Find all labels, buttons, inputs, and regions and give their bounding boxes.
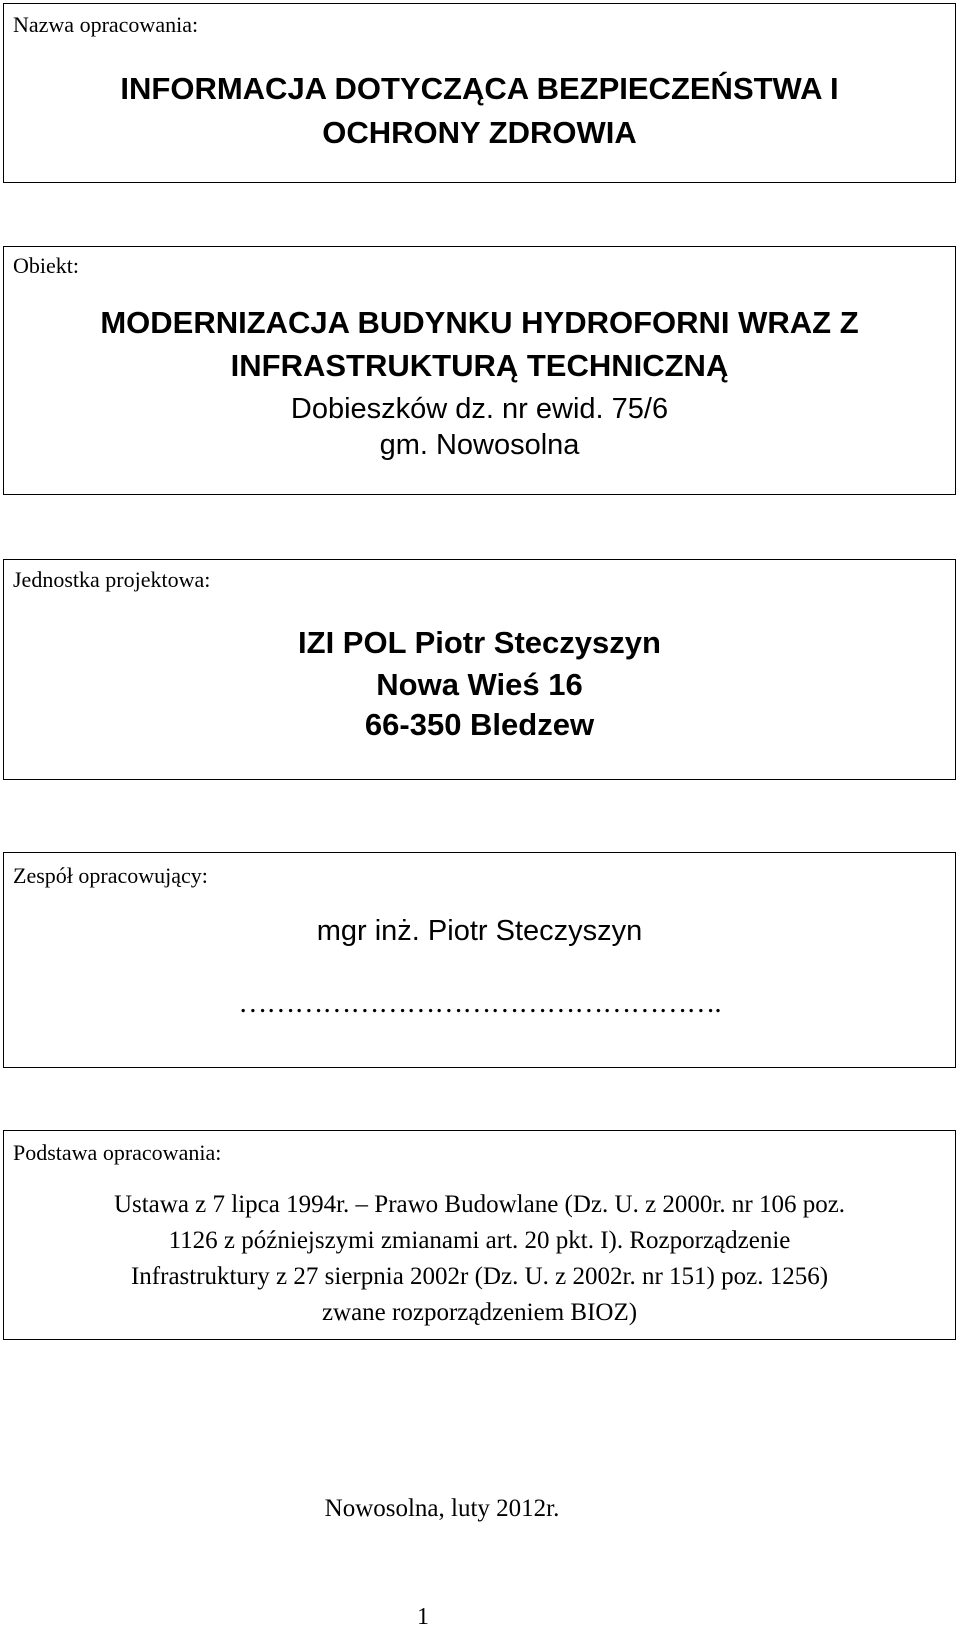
design-unit-street: Nowa Wieś 16 [376,667,583,702]
place-and-date: Nowosolna, luty 2012r. [324,1495,560,1522]
document-title-line-1: INFORMACJA DOTYCZĄCA BEZPIECZEŃSTWA I [120,71,839,106]
team-section [3,852,956,1068]
basis-text-line-2: 1126 z późniejszymi zmianami art. 20 pkt. I). Rozporządzenie [168,1227,791,1254]
signature-line: ……………………………………………. [238,987,721,1019]
object-location-line-2: gm. Nowosolna [379,429,580,461]
basis-text-line-1: Ustawa z 7 lipca 1994r. – Prawo Budowlane (Dz. U. z 2000r. nr 106 poz. [113,1191,846,1218]
design-unit-section-label: Jednostka projektowa: [13,567,211,592]
object-location-line-1: Dobieszków dz. nr ewid. 75/6 [290,393,669,425]
object-name-line-2: INFRASTRUKTURĄ TECHNICZNĄ [230,348,729,383]
page-number: 1 [417,1604,429,1630]
basis-text-line-4: zwane rozporządzeniem BIOZ) [321,1299,638,1326]
basis-section [3,1130,956,1340]
object-name-line-1: MODERNIZACJA BUDYNKU HYDROFORNI WRAZ Z [100,305,859,340]
basis-section-label: Podstawa opracowania: [13,1140,222,1165]
document-title-line-2: OCHRONY ZDROWIA [322,115,637,150]
basis-text-line-3: Infrastruktury z 27 sierpnia 2002r (Dz. U. z 2002r. nr 151) poz. 1256) [130,1263,829,1290]
object-section [3,246,956,495]
design-unit-name: IZI POL Piotr Steczyszyn [298,625,661,660]
design-unit-section [3,559,956,780]
object-section-label: Obiekt: [13,253,79,278]
design-unit-postal-city: 66-350 Bledzew [364,707,595,742]
team-member-name: mgr inż. Piotr Steczyszyn [316,915,643,947]
title-section-label: Nazwa opracowania: [13,12,199,37]
team-section-label: Zespół opracowujący: [13,863,208,888]
title-section [3,3,956,183]
